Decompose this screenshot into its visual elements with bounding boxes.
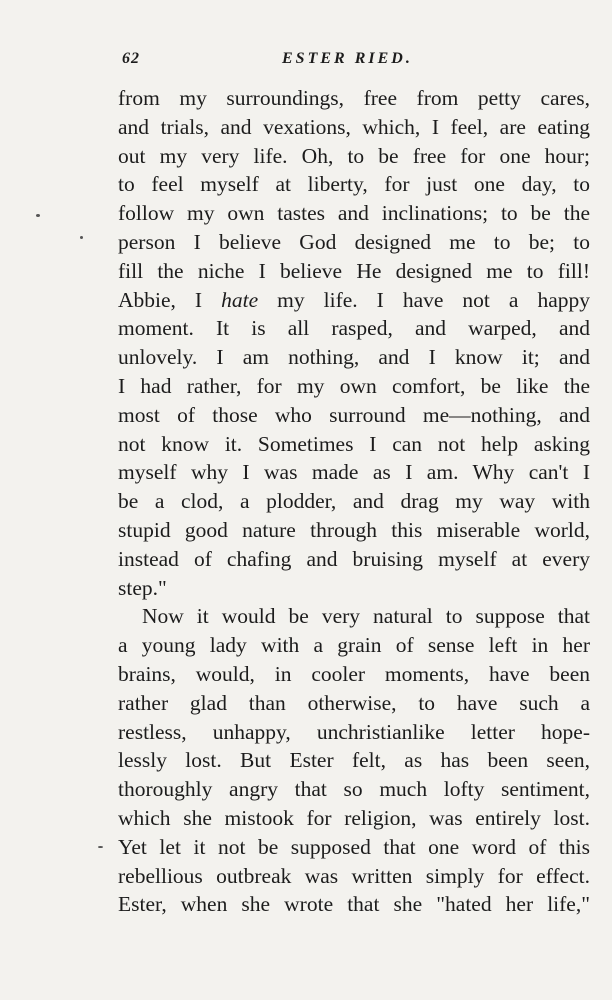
text-line: rather glad than otherwise, to have such a bbox=[118, 690, 590, 715]
emphasized-word: hate bbox=[221, 287, 259, 312]
text-line: moment. It is all rasped, and warped, and bbox=[118, 316, 590, 341]
text-fragment: Abbie, I bbox=[118, 287, 222, 312]
text-line: step." bbox=[118, 575, 167, 600]
text-line: follow my own tastes and inclinations; to be the bbox=[118, 201, 590, 226]
text-line: to feel myself at liberty, for just one day, to bbox=[118, 172, 590, 197]
text-line bbox=[118, 286, 590, 315]
text-line: lessly lost. But Ester felt, as has been seen, bbox=[118, 748, 590, 773]
text-line: be a clod, a plodder, and drag my way with bbox=[118, 489, 590, 514]
text-line: restless, unhappy, unchristianlike letter hope- bbox=[118, 719, 590, 744]
text-line: brains, would, in cooler moments, have been bbox=[118, 661, 590, 686]
page-header bbox=[122, 50, 588, 74]
text-line: rebellious outbreak was written simply for effect. bbox=[118, 863, 590, 888]
paper-speck bbox=[80, 236, 83, 239]
paper-speck bbox=[98, 846, 103, 848]
text-line: unlovely. I am nothing, and I know it; and bbox=[118, 345, 590, 370]
text-line: not know it. Sometimes I can not help asking bbox=[118, 431, 590, 456]
text-line: Yet let it not be supposed that one word of this bbox=[118, 834, 590, 859]
running-title: ESTER RIED. bbox=[282, 50, 413, 67]
text-line: a young lady with a grain of sense left in her bbox=[118, 633, 590, 658]
text-line: person I believe God designed me to be; to bbox=[118, 229, 590, 254]
text-line: which she mistook for religion, was entirely lost. bbox=[118, 805, 590, 830]
text-line: stupid good nature through this miserable world, bbox=[118, 517, 590, 542]
text-line: I had rather, for my own comfort, be like the bbox=[118, 373, 590, 398]
text-line: Ester, when she wrote that she "hated her life," bbox=[118, 892, 590, 917]
paper-speck bbox=[36, 214, 40, 217]
text-line: instead of chafing and bruising myself at every bbox=[118, 546, 590, 571]
text-line: from my surroundings, free from petty cares, bbox=[118, 86, 590, 110]
page-number: 62 bbox=[122, 50, 140, 67]
text-line: out my very life. Oh, to be free for one hour; bbox=[118, 143, 590, 168]
text-line: myself why I was made as I am. Why can't I bbox=[118, 460, 590, 485]
text-line: fill the niche I believe He designed me to fill! bbox=[118, 258, 590, 283]
text-fragment: my life. I have not a happy bbox=[258, 287, 591, 312]
paragraph-first-line: Now it would be very natural to suppose that bbox=[142, 604, 590, 629]
body-text bbox=[118, 84, 590, 919]
text-line: and trials, and vexations, which, I feel, are eating bbox=[118, 114, 590, 139]
text-line: thoroughly angry that so much lofty sentiment, bbox=[118, 777, 590, 802]
text-line: most of those who surround me—nothing, and bbox=[118, 402, 590, 427]
